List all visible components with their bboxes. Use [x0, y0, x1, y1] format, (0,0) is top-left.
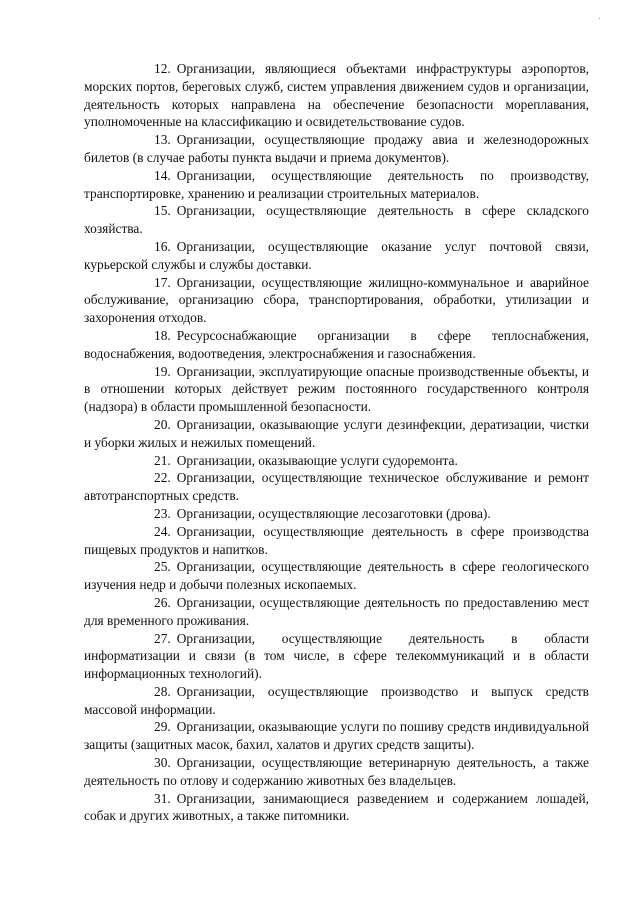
item-text: Организации, осуществляющие деятельность по предоставлению мест для временного проживания.	[84, 594, 589, 628]
item-number: 22.	[154, 470, 171, 486]
list-item	[84, 202, 589, 238]
item-number: 30.	[154, 755, 171, 771]
list-item	[84, 754, 589, 790]
list-item	[84, 523, 589, 559]
item-text: Организации, оказывающие услуги по пошиву средств индивидуальной защиты (защитных масок, бахил, халатов и других средств защиты).	[84, 719, 589, 753]
item-number: 31.	[154, 790, 171, 806]
list-item	[84, 131, 589, 167]
item-text: Организации, осуществляющие оказание услуг почтовой связи, курьерской службы и службы доставки.	[84, 238, 589, 272]
item-text: Организации, оказывающие услуги дезинфекции, дератизации, чистки и уборки жилых и нежилых помещений.	[84, 416, 589, 450]
item-text: Организации, осуществляющие жилищно-коммунальное и аварийное обслуживание, организацию сбора, транспортирования, обработки, утилизации и захоронения отходов.	[84, 274, 589, 326]
list-item	[84, 505, 589, 523]
item-text: Организации, осуществляющие ветеринарную деятельность, а также деятельность по отлову и содержанию животных без владельцев.	[84, 755, 589, 788]
item-text: Организации, оказывающие услуги судоремонта.	[176, 452, 458, 468]
item-number: 20.	[154, 416, 171, 432]
item-number: 24.	[154, 523, 171, 539]
item-text: Организации, осуществляющие производство и выпуск средств массовой информации.	[84, 683, 589, 717]
item-number: 17.	[154, 274, 171, 290]
list-item	[84, 452, 589, 470]
list-item	[84, 60, 589, 131]
list-item	[84, 327, 589, 363]
item-number: 21.	[154, 452, 171, 468]
list-item	[84, 238, 589, 274]
item-number: 14.	[154, 167, 171, 183]
item-text: Организации, осуществляющие деятельность по производству, транспортировке, хранению и реализации строительных материалов.	[84, 167, 589, 201]
item-text: Организации, осуществляющие лесозаготовки (дрова).	[176, 505, 491, 521]
item-text: Организации, осуществляющие деятельность в сфере геологического изучения недр и добычи полезных ископаемых.	[84, 559, 589, 593]
list-item	[84, 790, 589, 826]
list-item	[84, 469, 589, 505]
item-number: 13.	[154, 132, 171, 148]
item-text: Организации, осуществляющие деятельность в области информатизации и связи (в том числе, в сфере телекоммуникаций и в области информационных технологий).	[84, 630, 589, 682]
list-item	[84, 718, 589, 754]
list-item	[84, 594, 589, 630]
list-item	[84, 363, 589, 416]
item-text: Организации, эксплуатирующие опасные производственные объекты, и в отношении которых действует режим постоянного государственного контроля (надзора) в области промышленной безопасности.	[84, 363, 589, 415]
item-number: 23.	[154, 505, 171, 521]
item-text: Организации, осуществляющие деятельность в сфере складского хозяйства.	[84, 203, 589, 237]
item-number: 25.	[154, 559, 171, 575]
document-body	[84, 60, 589, 825]
list-item	[84, 167, 589, 203]
item-text: Организации, осуществляющие техническое обслуживание и ремонт автотранспортных средств.	[84, 470, 589, 504]
item-text: Организации, осуществляющие деятельность в сфере производства пищевых продуктов и напитков.	[84, 523, 589, 557]
item-text: Организации, осуществляющие продажу авиа и железнодорожных билетов (в случае работы пункта выдачи и приема документов).	[84, 132, 589, 165]
item-number: 15.	[154, 203, 171, 219]
item-number: 16.	[154, 238, 171, 254]
item-number: 19.	[154, 363, 171, 379]
list-item	[84, 630, 589, 683]
item-number: 26.	[154, 594, 171, 610]
item-number: 28.	[154, 683, 171, 699]
item-text: Ресурсоснабжающие организации в сфере теплоснабжения, водоснабжения, водоотведения, электроснабжения и газоснабжения.	[84, 327, 589, 361]
scan-speck	[599, 18, 600, 19]
list-item	[84, 274, 589, 327]
list-item	[84, 416, 589, 452]
item-text: Организации, являющиеся объектами инфраструктуры аэропортов, морских портов, береговых служб, систем управления движением судов и организации, деятельность которых направлена на обеспечение безопасности мореплавания, уполномоченные на классификацию и освидетельствование судов.	[84, 61, 589, 130]
item-number: 12.	[154, 61, 171, 76]
item-text: Организации, занимающиеся разведением и содержанием лошадей, собак и других животных, а также питомники.	[84, 790, 589, 824]
item-number: 27.	[154, 630, 171, 646]
item-number: 29.	[154, 719, 171, 735]
list-item	[84, 683, 589, 719]
list-item	[84, 558, 589, 594]
item-number: 18.	[154, 327, 171, 343]
